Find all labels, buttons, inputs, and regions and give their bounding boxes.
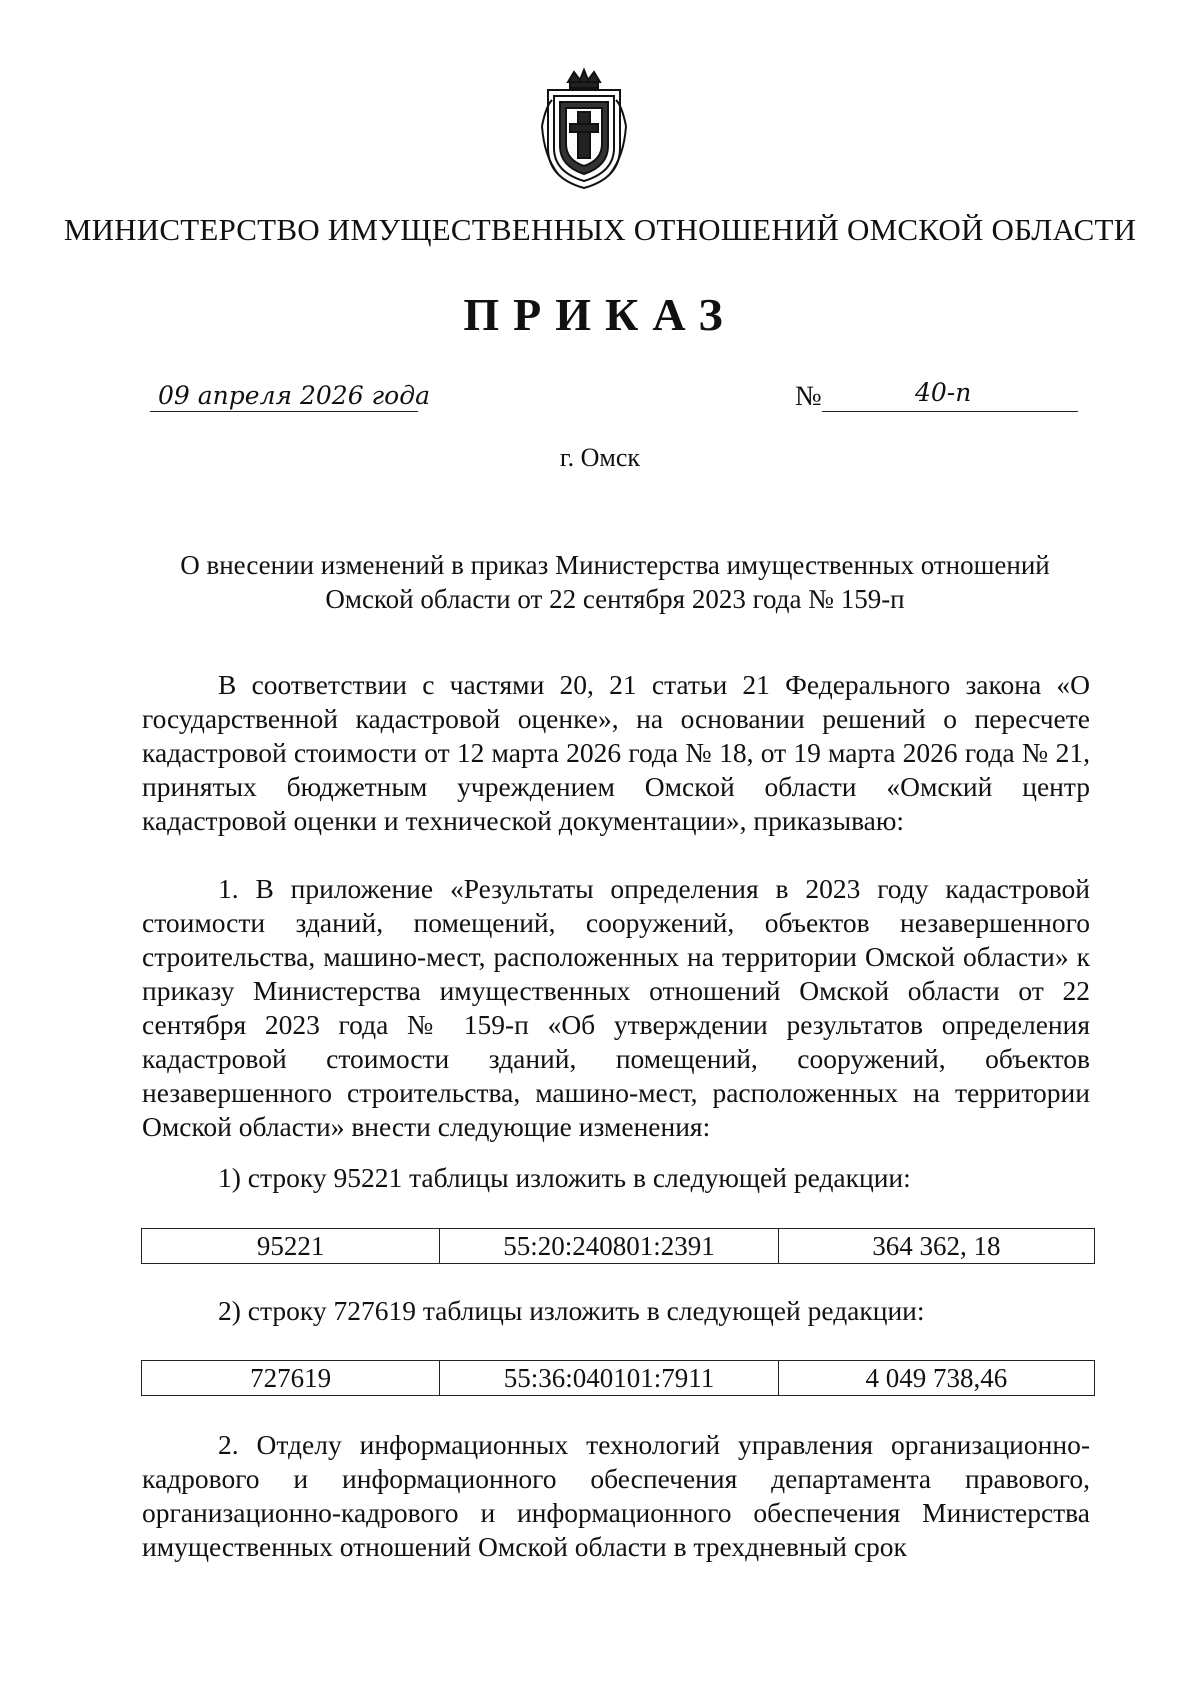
- table-row-95221: [141, 1228, 1095, 1264]
- number-label: №: [795, 381, 822, 412]
- point-1-text: 1. В приложение «Результаты определения в 2023 году кадастровой стоимости зданий, помещений, сооружений, объектов незавершенного строительства, машино-мест, расположенных на территории Омской области» к приказу Министерства имущественных отношений Омской области от 22 сентября 2023 года № 159-п «Об утверждении результатов определения кадастровой стоимости зданий, помещений, сооружений, объектов незавершенного строительства, машино-мест, расположенных на территории Омской области» внести следующие изменения:: [142, 873, 1090, 1142]
- preamble-text: В соответствии с частями 20, 21 статьи 21 Федерального закона «О государственной кадастровой оценке», на основании решений о пересчете кадастровой стоимости от 12 марта 2026 года № 18, от 19 марта 2026 года № 21, принятых бюджетным учреждением Омской области «Омский центр кадастровой оценки и технической документации», приказываю:: [142, 669, 1090, 836]
- point-2-text: 2. Отделу информационных технологий управления организационно-кадрового и информационного обеспечения департамента правового, организационно-кадрового и информационного обеспечения Министерства имущественных отношений Омской области в трехдневный срок: [142, 1429, 1090, 1562]
- item-2-text: 2) строку 727619 таблицы изложить в следующей редакции:: [218, 1295, 925, 1326]
- document-type-title: ПРИКАЗ: [463, 289, 737, 340]
- ministry-name: МИНИСТЕРСТВО ИМУЩЕСТВЕННЫХ ОТНОШЕНИЙ ОМСКОЙ ОБЛАСТИ: [63, 212, 1137, 247]
- handwritten-number: 40-п: [915, 378, 972, 407]
- subject-line-2: Омской области от 22 сентября 2023 года № 159-п: [325, 584, 905, 614]
- table-row-727619: [141, 1360, 1095, 1396]
- cadastral-number-cell: 55:36:040101:7911: [440, 1361, 779, 1396]
- city: г. Омск: [559, 443, 641, 472]
- cadastral-value-cell: 4 049 738,46: [778, 1361, 1094, 1396]
- cadastral-value-cell: 364 362, 18: [778, 1229, 1094, 1264]
- row-number-cell: 727619: [142, 1361, 440, 1396]
- coat-of-arms-emblem: [538, 66, 630, 192]
- preamble-paragraph: [142, 668, 1090, 838]
- row-number-cell: 95221: [142, 1229, 440, 1264]
- table-row: [142, 1229, 1095, 1264]
- cadastral-number-cell: 55:20:240801:2391: [440, 1229, 779, 1264]
- point-2-paragraph: [142, 1428, 1090, 1564]
- handwritten-date: 09 апреля 2026 года: [158, 381, 430, 410]
- item-1-text: 1) строку 95221 таблицы изложить в следующей редакции:: [218, 1162, 911, 1193]
- order-subject: [150, 548, 1080, 616]
- number-underline: [822, 411, 1078, 412]
- subject-line-1: О внесении изменений в приказ Министерства имущественных отношений: [180, 550, 1050, 580]
- point-1-paragraph: [142, 872, 1090, 1144]
- date-underline: [150, 411, 418, 412]
- table-row: [142, 1361, 1095, 1396]
